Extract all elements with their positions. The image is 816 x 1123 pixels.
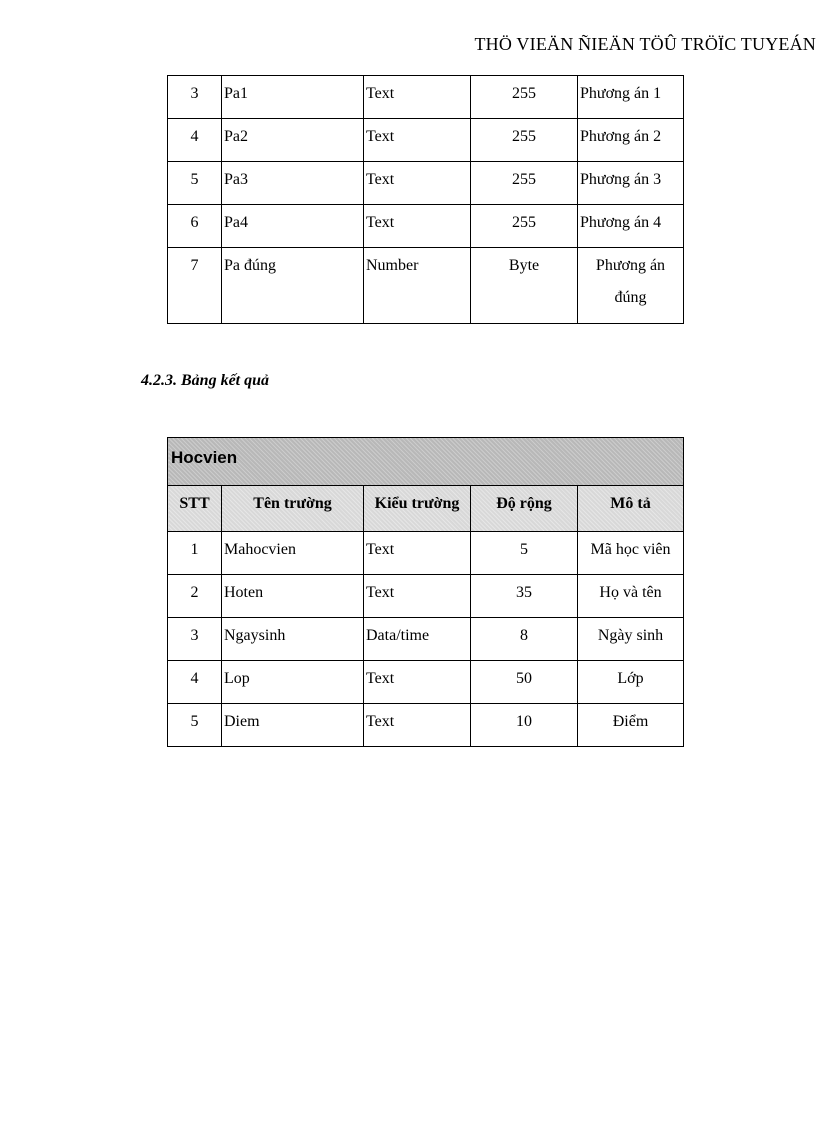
field-desc-cell: Mã học viên [578, 532, 684, 575]
table-header-row [168, 486, 684, 532]
table-row [168, 704, 684, 747]
field-width-cell: Byte [471, 248, 578, 324]
question-fields-table [167, 75, 684, 324]
field-width-cell: 255 [471, 119, 578, 162]
table-row [168, 532, 684, 575]
field-name-cell: Mahocvien [222, 532, 364, 575]
field-type-cell: Number [364, 248, 471, 324]
table-title: Hocvien [168, 438, 684, 486]
stt-cell: 4 [168, 661, 222, 704]
field-type-cell: Data/time [364, 618, 471, 661]
field-desc-cell: Phương án đúng [578, 248, 684, 324]
field-type-cell: Text [364, 205, 471, 248]
field-type-cell: Text [364, 532, 471, 575]
field-desc-cell: Phương án 2 [578, 119, 684, 162]
field-type-cell: Text [364, 575, 471, 618]
column-header-type: Kiểu trường [364, 486, 471, 532]
field-name-cell: Lop [222, 661, 364, 704]
field-width-cell: 35 [471, 575, 578, 618]
stt-cell: 3 [168, 76, 222, 119]
hocvien-table [167, 437, 684, 747]
stt-cell: 6 [168, 205, 222, 248]
field-name-cell: Diem [222, 704, 364, 747]
field-type-cell: Text [364, 162, 471, 205]
table-title-row [168, 438, 684, 486]
field-width-cell: 255 [471, 205, 578, 248]
field-name-cell: Pa4 [222, 205, 364, 248]
table-row [168, 575, 684, 618]
field-name-cell: Pa1 [222, 76, 364, 119]
field-desc-cell: Họ và tên [578, 575, 684, 618]
field-width-cell: 50 [471, 661, 578, 704]
table-row [168, 76, 684, 119]
section-heading: 4.2.3. Bảng kết quả [141, 372, 270, 389]
field-name-cell: Hoten [222, 575, 364, 618]
column-header-desc: Mô tả [578, 486, 684, 532]
field-width-cell: 10 [471, 704, 578, 747]
field-type-cell: Text [364, 661, 471, 704]
field-type-cell: Text [364, 76, 471, 119]
field-name-cell: Pa2 [222, 119, 364, 162]
table-row [168, 661, 684, 704]
page-header: THÖ VIEÄN ÑIEÄN TÖÛ TRÖÏC TUYEÁN [474, 34, 816, 54]
field-desc-cell: Điểm [578, 704, 684, 747]
field-desc-cell: Ngày sinh [578, 618, 684, 661]
table-row [168, 205, 684, 248]
table-row [168, 162, 684, 205]
stt-cell: 5 [168, 162, 222, 205]
field-desc-cell: Phương án 1 [578, 76, 684, 119]
field-width-cell: 255 [471, 162, 578, 205]
field-width-cell: 5 [471, 532, 578, 575]
column-header-stt: STT [168, 486, 222, 532]
stt-cell: 2 [168, 575, 222, 618]
field-type-cell: Text [364, 119, 471, 162]
field-name-cell: Pa đúng [222, 248, 364, 324]
table-row [168, 618, 684, 661]
stt-cell: 1 [168, 532, 222, 575]
field-name-cell: Ngaysinh [222, 618, 364, 661]
field-desc-cell: Phương án 4 [578, 205, 684, 248]
field-width-cell: 8 [471, 618, 578, 661]
column-header-width: Độ rộng [471, 486, 578, 532]
field-desc-cell: Lớp [578, 661, 684, 704]
field-width-cell: 255 [471, 76, 578, 119]
field-type-cell: Text [364, 704, 471, 747]
stt-cell: 4 [168, 119, 222, 162]
stt-cell: 3 [168, 618, 222, 661]
field-desc-cell: Phương án 3 [578, 162, 684, 205]
table-row [168, 119, 684, 162]
column-header-name: Tên trường [222, 486, 364, 532]
stt-cell: 7 [168, 248, 222, 324]
table-row [168, 248, 684, 324]
stt-cell: 5 [168, 704, 222, 747]
field-name-cell: Pa3 [222, 162, 364, 205]
